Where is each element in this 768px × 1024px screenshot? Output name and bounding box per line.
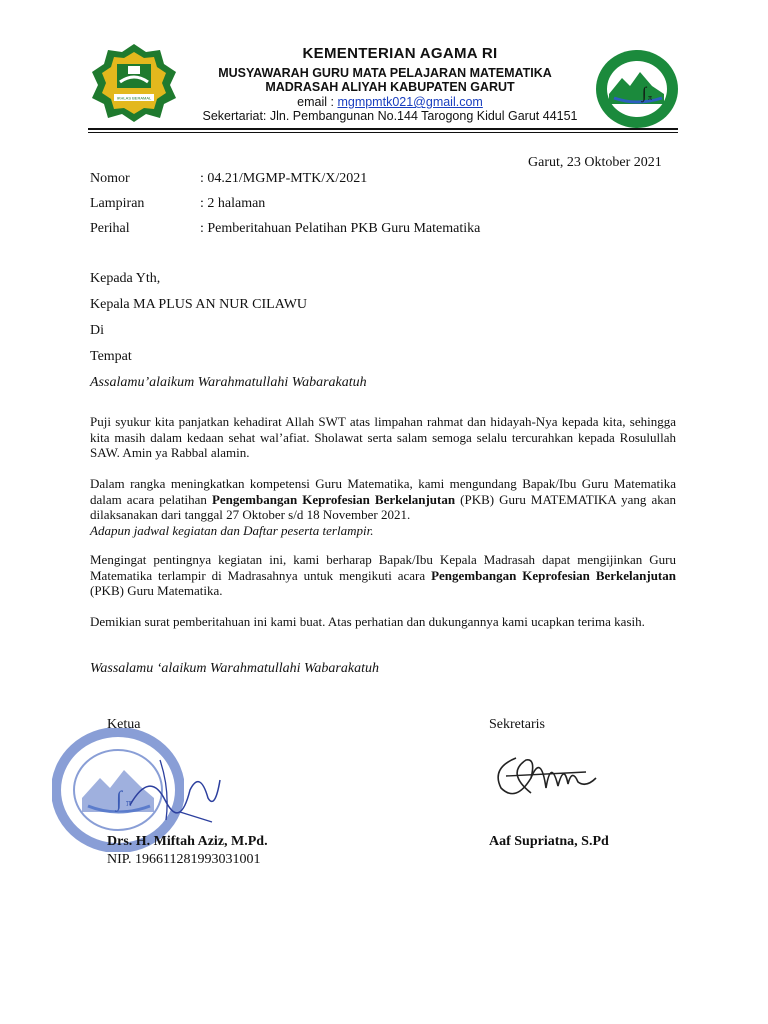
letter-date: Garut, 23 Oktober 2021 xyxy=(528,155,662,170)
recipient-name: Kepala MA PLUS AN NUR CILAWU xyxy=(90,297,308,312)
p2-bold-term: Pengembangan Keprofesian Berkelanjutan xyxy=(211,491,456,507)
opening-greeting: Assalamu’alaikum Warahmatullahi Wabarakatuh xyxy=(90,375,367,390)
svg-text:π: π xyxy=(126,797,132,809)
p2-text-c: (PKB) Guru MATEMATIKA yang akan dilaksanakan dari tanggal 27 Oktober s/d 18 November 2021. xyxy=(90,491,676,522)
paragraph-1: Puji syukur kita panjatkan kehadirat Allah SWT atas limpahan rahmat dan hidayah-Nya kepada kita, sehingga kita masih dalam kedaan sehat wal’afiat. Sholawat serta salam semoga selalu tercurahkan kepada Rosulullah SAW. Amin ya Rabbal alamin. xyxy=(90,414,676,460)
svg-text:IKHLAS BERAMAL: IKHLAS BERAMAL xyxy=(116,95,152,101)
signatory-right-name: Aaf Supriatna, S.Pd xyxy=(489,834,609,849)
p2-text-a: Dalam rangka meningkatkan kompetensi Guru Matematika, kami mengundang Bapak/Ibu Guru Matematika dalam acara pelatihan xyxy=(90,476,676,507)
meta-label-lampiran: Lampiran xyxy=(90,196,145,211)
header-school-level: MADRASAH ALIYAH KABUPATEN GARUT xyxy=(265,80,515,94)
signatory-left-nip: NIP. 196611281993031001 xyxy=(107,852,261,867)
svg-text:∫: ∫ xyxy=(642,85,647,102)
left-signature xyxy=(120,750,230,830)
svg-text:π: π xyxy=(648,93,653,102)
header-divider xyxy=(88,128,678,130)
header-address: Sekertariat: Jln. Pembangunan No.144 Tarogong Kidul Garut 44151 xyxy=(202,109,578,123)
signatory-left-name: Drs. H. Miftah Aziz, M.Pd. xyxy=(107,834,268,849)
right-signature xyxy=(486,748,616,808)
email-link[interactable]: mgmpmtk021@gmail.com xyxy=(337,95,483,109)
paragraph-2 xyxy=(90,476,676,523)
paragraph-4: Demikian surat pemberitahuan ini kami buat. Atas perhatian dan dukungannya kami ucapkan terima kasih. xyxy=(90,614,645,629)
signatory-right-title: Sekretaris xyxy=(489,717,545,732)
meta-label-nomor: Nomor xyxy=(90,171,130,186)
paragraph-2-note: Adapun jadwal kegiatan dan Daftar peserta terlampir. xyxy=(90,523,374,538)
p3-text-c: (PKB) Guru Matematika. xyxy=(90,583,223,598)
header-email-line xyxy=(210,95,570,109)
recipient-place: Tempat xyxy=(90,349,132,364)
p3-bold-term: Pengembangan Keprofesian Berkelanjutan xyxy=(431,567,676,583)
kemenag-logo xyxy=(90,42,178,122)
recipient-salutation: Kepada Yth, xyxy=(90,271,161,286)
meta-value-lampiran: : 2 halaman xyxy=(200,196,266,211)
header-organization: MUSYAWARAH GURU MATA PELAJARAN MATEMATIKA xyxy=(218,66,552,80)
header-divider-thin xyxy=(88,132,678,133)
header-ministry: KEMENTERIAN AGAMA RI xyxy=(302,45,498,62)
paragraph-3 xyxy=(90,552,676,599)
email-label: email : xyxy=(297,95,338,109)
meta-label-perihal: Perihal xyxy=(90,221,130,236)
closing-greeting: Wassalamu ‘alaikum Warahmatullahi Wabarakatuh xyxy=(90,661,379,676)
svg-text:∫: ∫ xyxy=(116,786,123,811)
meta-value-perihal: : Pemberitahuan Pelatihan PKB Guru Matematika xyxy=(200,221,481,236)
signatory-left-title: Ketua xyxy=(107,717,141,732)
recipient-di: Di xyxy=(90,323,104,338)
p3-text-a: Mengingat pentingnya kegiatan ini, kami berharap Bapak/Ibu Kepala Madrasah dapat mengijinkan Guru Matematika terlampir di Madrasahnya untuk mengikuti acara xyxy=(90,552,676,583)
meta-value-nomor: : 04.21/MGMP-MTK/X/2021 xyxy=(200,171,368,186)
